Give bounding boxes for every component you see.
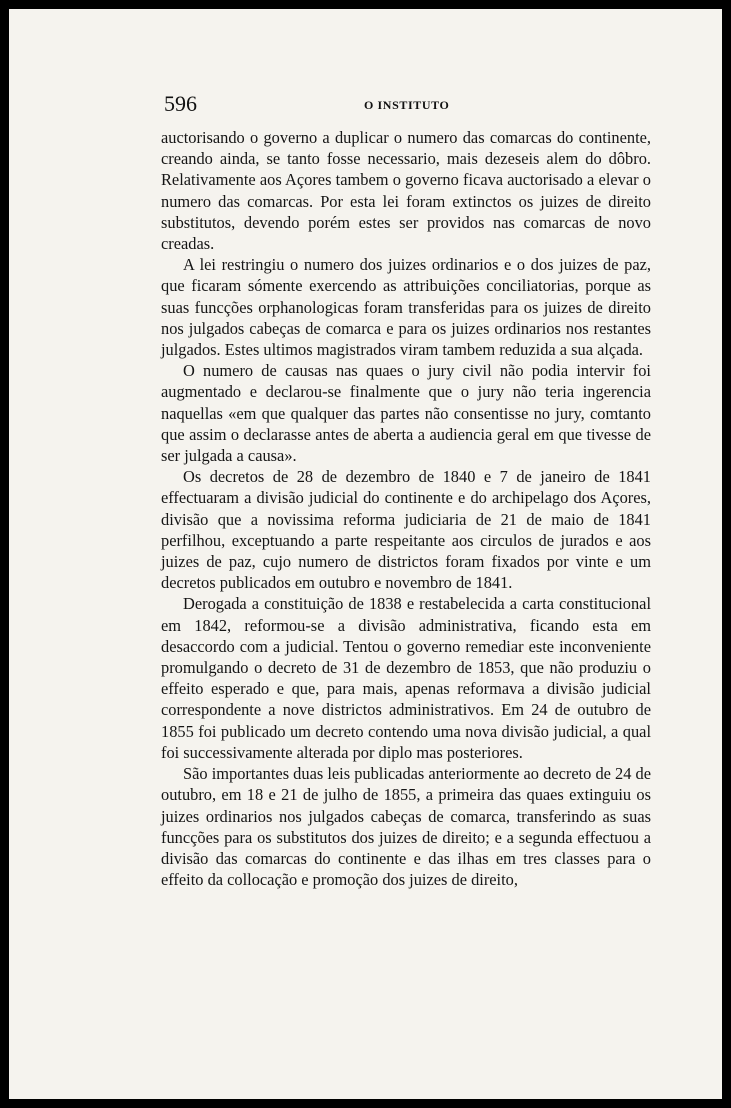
- body-text: [161, 127, 651, 890]
- paragraph-4: Os decretos de 28 de dezembro de 1840 e 7 de janeiro de 1841 effectuaram a divisão judicial do continente e do archipelago dos Açores, divisão que a novissima reforma judiciaria de 21 de maio de 1841 perfilhou, exceptuando a parte respeitante aos circulos de jurados e aos juizes de paz, cujo numero de districtos foram fixados por vinte e um decretos publicados em outubro e novembro de 1841.: [161, 467, 651, 593]
- paragraph-5: Derogada a constituição de 1838 e restabelecida a carta constitucional em 1842, reformou-se a divisão administrativa, ficando esta em desaccordo com a judicial. Tentou o governo remediar este inconveniente promulgando o decreto de 31 de dezembro de 1853, que não produziu o effeito esperado e que, para mais, apenas reformava a divisão judicial correspondente a nove districtos administrativos. Em 24 de outubro de 1855 foi publicado um decreto contendo uma nova divisão judicial, a qual foi successivamente alterada por diplo mas posteriores.: [161, 594, 651, 762]
- paragraph-2: A lei restringiu o numero dos juizes ordinarios e o dos juizes de paz, que ficaram sómente exercendo as attribuições conciliatorias, porque as suas funcções orphanologicas foram transferidas para os juizes de direito nos julgados cabeças de comarca e para os juizes ordinarios nos restantes julgados. Estes ultimos magistrados viram tambem reduzida a sua alçada.: [161, 255, 651, 360]
- page-header: [164, 91, 651, 119]
- paragraph-1: auctorisando o governo a duplicar o numero das comarcas do continente, creando ainda, se tanto fosse necessario, mais dezeseis alem do dôbro. Relativamente aos Açores tambem o governo ficava auctorisado a elevar o numero das comarcas. Por esta lei foram extinctos os juizes de direito substitutos, devendo porém estes ser providos nas comarcas de novo creadas.: [161, 128, 651, 254]
- paragraph-6: São importantes duas leis publicadas anteriormente ao decreto de 24 de outubro, em 18 e 21 de julho de 1855, a primeira das quaes extinguiu os juizes ordinarios nos julgados cabeças de comarca, transferindo as suas funcções para os substitutos dos juizes de direito; e a segunda effectuou a divisão das comarcas do continente e das ilhas em tres classes para o effeito da collocação e promoção dos juizes de direito,: [161, 764, 651, 890]
- document-page: [9, 9, 722, 1099]
- paragraph-3: O numero de causas nas quaes o jury civil não podia intervir foi augmentado e declarou-se finalmente que o jury não teria ingerencia naquellas «em que qualquer das partes não consentisse no jury, comtanto que assim o declarasse antes de aberta a audiencia geral em que tivesse de ser julgada a causa».: [161, 361, 651, 466]
- page-number: 596: [164, 91, 197, 116]
- running-title: O INSTITUTO: [364, 98, 450, 112]
